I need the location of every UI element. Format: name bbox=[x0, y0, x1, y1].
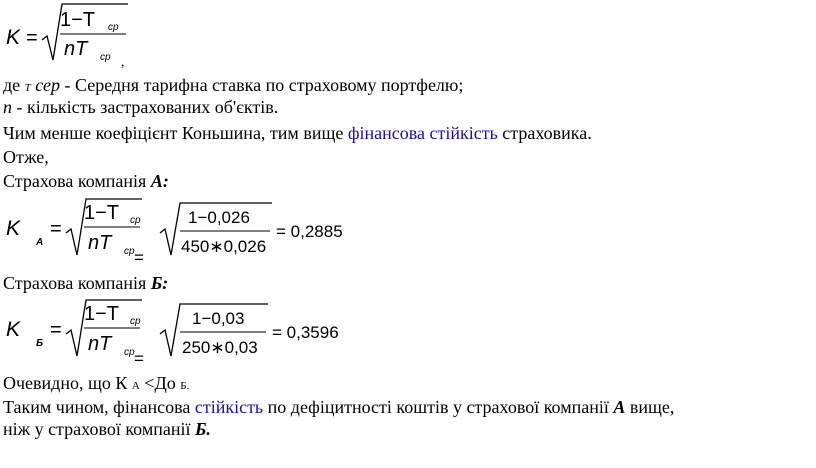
formula-b-num-sub: ср bbox=[130, 316, 141, 327]
company-a-letter: А: bbox=[150, 171, 169, 191]
formula-a-equals-1: = bbox=[50, 218, 62, 240]
final-text-middle: по дефіцитності коштів у страхової компанії bbox=[263, 397, 614, 417]
formula-den-sub: ср bbox=[100, 52, 111, 63]
comparison-sub-b: Б. bbox=[180, 380, 190, 392]
conclusion-line bbox=[3, 122, 592, 144]
formula-denominator: nT bbox=[64, 38, 88, 60]
final-line2-text: ніж у страхової компанії bbox=[3, 419, 195, 439]
formula-a-den-value: 450∗0,026 bbox=[181, 237, 267, 256]
company-a-label: Страхова компанія bbox=[3, 171, 151, 191]
final-line-1 bbox=[3, 396, 674, 418]
formula-b-num-value: 1−0,03 bbox=[192, 309, 245, 328]
comparison-line bbox=[3, 372, 189, 397]
company-b-label: Страхова компанія bbox=[3, 273, 151, 293]
comparison-sub-a: А bbox=[131, 380, 140, 392]
stability-link[interactable]: стійкість bbox=[194, 397, 264, 417]
formula-a-k-sub: А bbox=[36, 237, 44, 248]
formula-b-den-value: 250∗0,03 bbox=[182, 338, 258, 357]
formula-company-a bbox=[0, 193, 380, 273]
formula-k: K bbox=[6, 26, 21, 49]
company-a-heading bbox=[3, 170, 169, 192]
conclusion-text-before: Чим менше коефіцієнт Коньшина, тим вище bbox=[3, 123, 348, 143]
formula-a-numerator: 1−T bbox=[84, 202, 120, 224]
formula-a-num-value: 1−0,026 bbox=[188, 208, 250, 227]
formula-b-equals-2: = bbox=[134, 349, 144, 368]
definition-line-2 bbox=[3, 96, 278, 118]
final-company-b: Б. bbox=[194, 419, 211, 439]
conclusion-text-after: страховика. bbox=[497, 123, 592, 143]
formula-a-denominator: nT bbox=[88, 232, 112, 254]
formula-equals: = bbox=[26, 27, 38, 49]
financial-stability-link[interactable]: фінансова стійкість bbox=[347, 123, 498, 143]
formula-a-equals-2: = bbox=[134, 248, 144, 267]
formula-b-k-sub: Б bbox=[36, 338, 44, 349]
formula-main bbox=[0, 0, 140, 70]
def2-n: n bbox=[3, 97, 12, 117]
formula-b-result: = 0,3596 bbox=[272, 323, 339, 342]
company-b-letter: Б: bbox=[150, 273, 169, 293]
therefore-line: Отже, bbox=[3, 147, 49, 167]
formula-comma: , bbox=[121, 55, 125, 70]
company-b-heading bbox=[3, 272, 168, 294]
def1-sub: сер bbox=[35, 75, 61, 95]
def1-prefix: де bbox=[3, 75, 25, 95]
formula-a-k: K bbox=[6, 217, 21, 240]
formula-b-k: K bbox=[6, 318, 21, 341]
formula-b-den-sub: ср bbox=[124, 347, 135, 358]
def2-text: - кількість застрахованих об'єктів. bbox=[12, 97, 279, 117]
formula-b-numerator: 1−T bbox=[84, 303, 120, 325]
final-text-before: Таким чином, фінансова bbox=[3, 397, 195, 417]
formula-a-result: = 0,2885 bbox=[276, 222, 343, 241]
formula-b-denominator: nT bbox=[88, 333, 112, 355]
final-line-2 bbox=[3, 418, 211, 440]
formula-b-equals-1: = bbox=[50, 319, 62, 341]
formula-numerator: 1−T bbox=[60, 9, 96, 31]
final-company-a: А bbox=[613, 397, 626, 417]
def1-text: - Середня тарифна ставка по страховому портфелю; bbox=[60, 75, 464, 95]
final-text-after: вище, bbox=[625, 397, 675, 417]
comparison-text-2: <До bbox=[139, 373, 181, 393]
formula-a-den-sub: ср bbox=[124, 246, 135, 257]
formula-num-sub: ср bbox=[108, 22, 119, 33]
formula-a-num-sub: ср bbox=[130, 215, 141, 226]
comparison-text-1: Очевидно, що К bbox=[3, 373, 132, 393]
def1-t: T bbox=[24, 82, 31, 94]
formula-company-b bbox=[0, 294, 380, 370]
